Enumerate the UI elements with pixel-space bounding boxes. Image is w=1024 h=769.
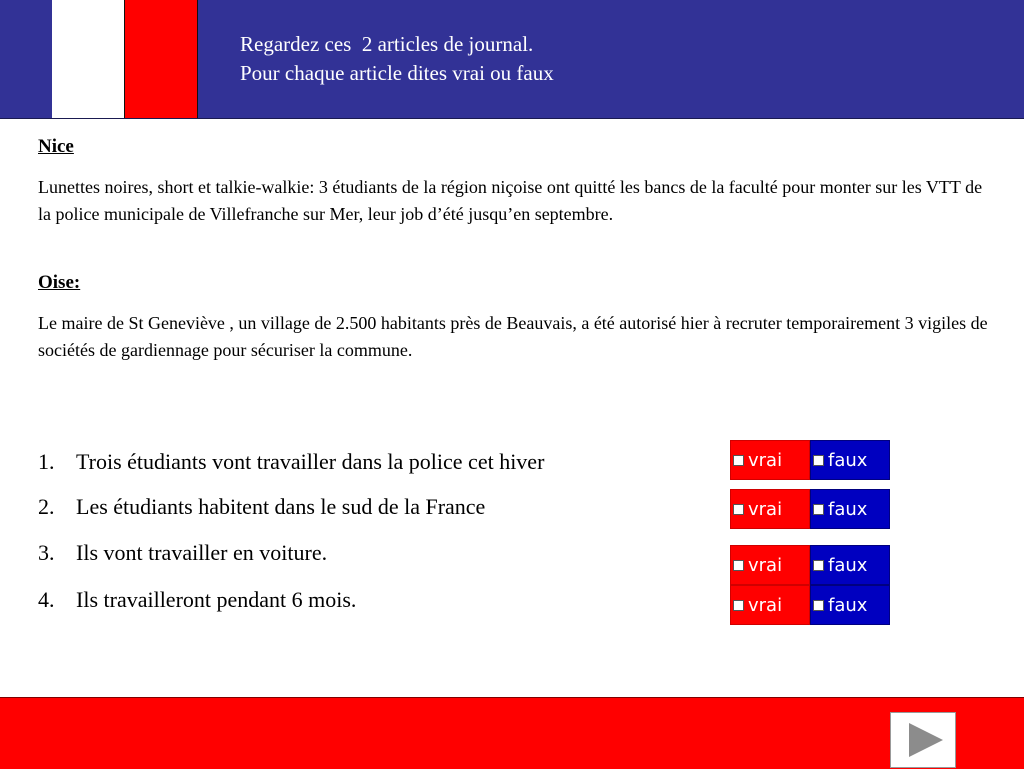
faux-button-3[interactable]: faux <box>810 545 890 585</box>
question-number: 1. <box>38 449 55 474</box>
question-text: Les étudiants habitent dans le sud de la France <box>76 494 486 519</box>
answer-group-1 <box>730 440 890 480</box>
checkbox-icon[interactable] <box>813 560 824 571</box>
article-heading-nice: Nice <box>38 136 74 157</box>
answer-group-3 <box>730 545 890 585</box>
instructions <box>240 30 554 88</box>
vrai-button-4[interactable]: vrai <box>730 585 810 625</box>
article-text-nice: Lunettes noires, short et talkie-walkie: 3 étudiants de la région niçoise ont quitté les bancs de la faculté pour monter sur les VTT de la police municipale de Villefranche sur Mer, leur job d’été jusqu’en septembre. <box>38 177 983 224</box>
flag-white-stripe <box>52 0 125 118</box>
question-1 <box>38 449 718 475</box>
play-arrow-icon <box>909 723 943 757</box>
question-number: 4. <box>38 587 55 612</box>
checkbox-icon[interactable] <box>813 600 824 611</box>
instructions-line-1: Regardez ces 2 articles de journal. <box>240 32 534 56</box>
question-4 <box>38 587 718 613</box>
question-2 <box>38 494 718 520</box>
flag-blue-stripe <box>0 0 53 118</box>
article-text-oise: Le maire de St Geneviève , un village de 2.500 habitants près de Beauvais, a été autorisé hier à recruter temporairement 3 vigiles de sociétés de gardiennage pour sécuriser la commune. <box>38 313 988 360</box>
question-text: Ils vont travailler en voiture. <box>76 540 328 565</box>
vrai-button-2[interactable]: vrai <box>730 489 810 529</box>
french-flag <box>0 0 198 118</box>
question-text: Trois étudiants vont travailler dans la police cet hiver <box>76 449 545 474</box>
vrai-button-3[interactable]: vrai <box>730 545 810 585</box>
answer-group-4 <box>730 585 890 625</box>
checkbox-icon[interactable] <box>813 504 824 515</box>
checkbox-icon[interactable] <box>733 600 744 611</box>
footer-bar <box>0 697 1024 769</box>
question-number: 3. <box>38 540 55 565</box>
question-3 <box>38 540 718 566</box>
vrai-button-1[interactable]: vrai <box>730 440 810 480</box>
faux-button-2[interactable]: faux <box>810 489 890 529</box>
answer-group-2 <box>730 489 890 529</box>
article-heading-oise: Oise: <box>38 272 81 293</box>
checkbox-icon[interactable] <box>813 455 824 466</box>
faux-button-1[interactable]: faux <box>810 440 890 480</box>
question-number: 2. <box>38 494 55 519</box>
faux-button-4[interactable]: faux <box>810 585 890 625</box>
question-text: Ils travailleront pendant 6 mois. <box>76 587 357 612</box>
next-slide-button[interactable] <box>890 712 956 768</box>
checkbox-icon[interactable] <box>733 504 744 515</box>
flag-red-stripe <box>125 0 198 118</box>
header-banner <box>0 0 1024 119</box>
checkbox-icon[interactable] <box>733 560 744 571</box>
checkbox-icon[interactable] <box>733 455 744 466</box>
instructions-line-2: Pour chaque article dites vrai ou faux <box>240 61 554 85</box>
